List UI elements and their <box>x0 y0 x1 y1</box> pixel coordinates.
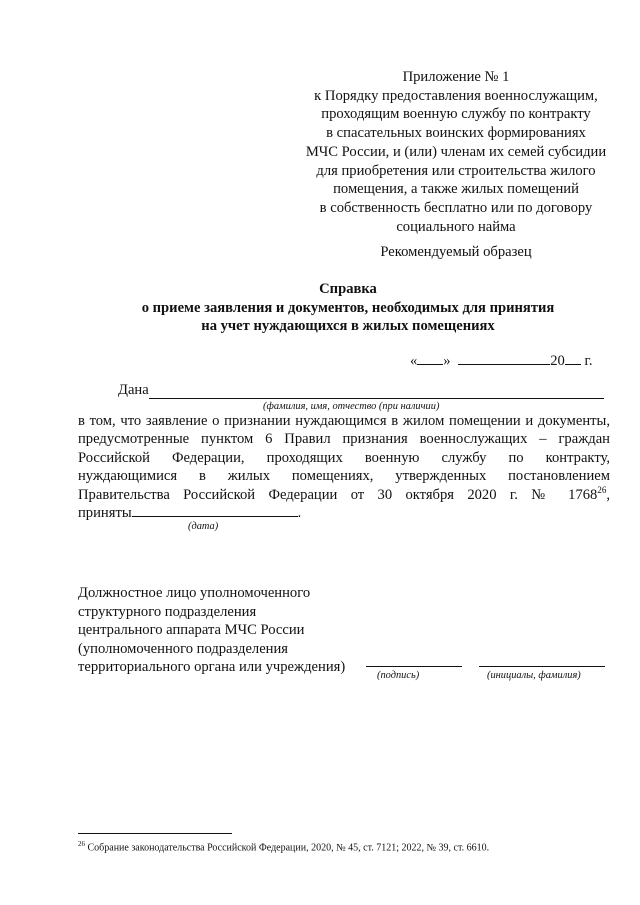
appendix-line: к Порядку предоставления военнослужащим, <box>314 87 598 104</box>
date-line <box>410 350 593 370</box>
appendix-line: в собственность бесплатно или по договору <box>319 199 593 216</box>
close-quote: » <box>443 353 451 369</box>
appendix-line: проходящим военную службу по контракту <box>321 106 591 123</box>
body-line-5-end: , <box>606 486 610 503</box>
accepted-line <box>78 502 301 522</box>
fio-blank-line[interactable] <box>149 398 604 399</box>
body-line: в том, что заявление о признании нуждающимся в жилом помещении и документы, <box>78 413 610 429</box>
official-line: центрального аппарата МЧС России <box>78 622 305 638</box>
official-block <box>78 584 345 677</box>
accepted-label: приняты <box>78 505 132 521</box>
year-blank[interactable] <box>565 350 581 365</box>
footnote-divider <box>78 833 232 834</box>
appendix-line: МЧС России, и (или) членам их семей субсидии <box>305 143 607 160</box>
title-line-3: на учет нуждающихся в жилых помещениях <box>201 318 495 335</box>
year-prefix: 20 <box>550 353 565 369</box>
body-line: Российской Федерации, проходящих военную службу по контракту, <box>78 449 610 466</box>
body-line-5-text: Правительства Российской Федерации от 30 октября 2020 г. № 1768 <box>78 486 598 503</box>
signature-hint: (подпись) <box>377 670 420 681</box>
certificate-body <box>78 412 610 504</box>
month-blank[interactable] <box>458 350 550 365</box>
appendix-header <box>300 68 612 236</box>
official-line: структурного подразделения <box>78 603 257 620</box>
appendix-line: социального найма <box>396 218 516 235</box>
sample-label: Рекомендуемый образец <box>380 244 532 260</box>
document-title <box>80 280 616 336</box>
date-hint: (дата) <box>188 521 219 532</box>
body-line: нуждающимися в жилых помещениях, утвержденных постановлением <box>78 468 610 485</box>
dana-label: Дана <box>118 382 149 398</box>
appendix-line: помещения, а также жилых помещений <box>333 181 579 198</box>
year-suffix: г. <box>584 353 593 369</box>
name-hint: (инициалы, фамилия) <box>487 670 581 681</box>
name-blank-line[interactable] <box>479 666 605 667</box>
accepted-end: . <box>297 505 302 521</box>
fio-hint: (фамилия, имя, отчество (при наличии) <box>263 401 440 412</box>
official-line: территориального органа или учреждения) <box>78 659 346 675</box>
title-line-2: о приеме заявления и документов, необходимых для принятия <box>141 299 555 316</box>
footnote-number: 26 <box>78 840 85 848</box>
open-quote: « <box>410 353 418 369</box>
appendix-line: Приложение № 1 <box>402 69 510 85</box>
official-line: Должностное лицо уполномоченного <box>78 585 311 601</box>
official-line: (уполномоченного подразделения <box>78 640 289 657</box>
appendix-line: для приобретения или строительства жилого <box>316 162 596 179</box>
title-line-1: Справка <box>319 281 377 297</box>
footnote-text: Собрание законодательства Российской Федерации, 2020, № 45, ст. 7121; 2022, № 39, ст. 6610. <box>87 842 490 854</box>
accepted-date-blank[interactable] <box>132 502 298 517</box>
day-blank[interactable] <box>417 350 443 365</box>
appendix-line: в спасательных воинских формированиях <box>326 125 586 142</box>
footnote-ref[interactable]: 26 <box>597 484 607 495</box>
footnote <box>78 840 489 853</box>
body-line: предусмотренные пунктом 6 Правил признания военнослужащих – граждан <box>78 431 610 448</box>
signature-blank-line[interactable] <box>366 666 462 667</box>
